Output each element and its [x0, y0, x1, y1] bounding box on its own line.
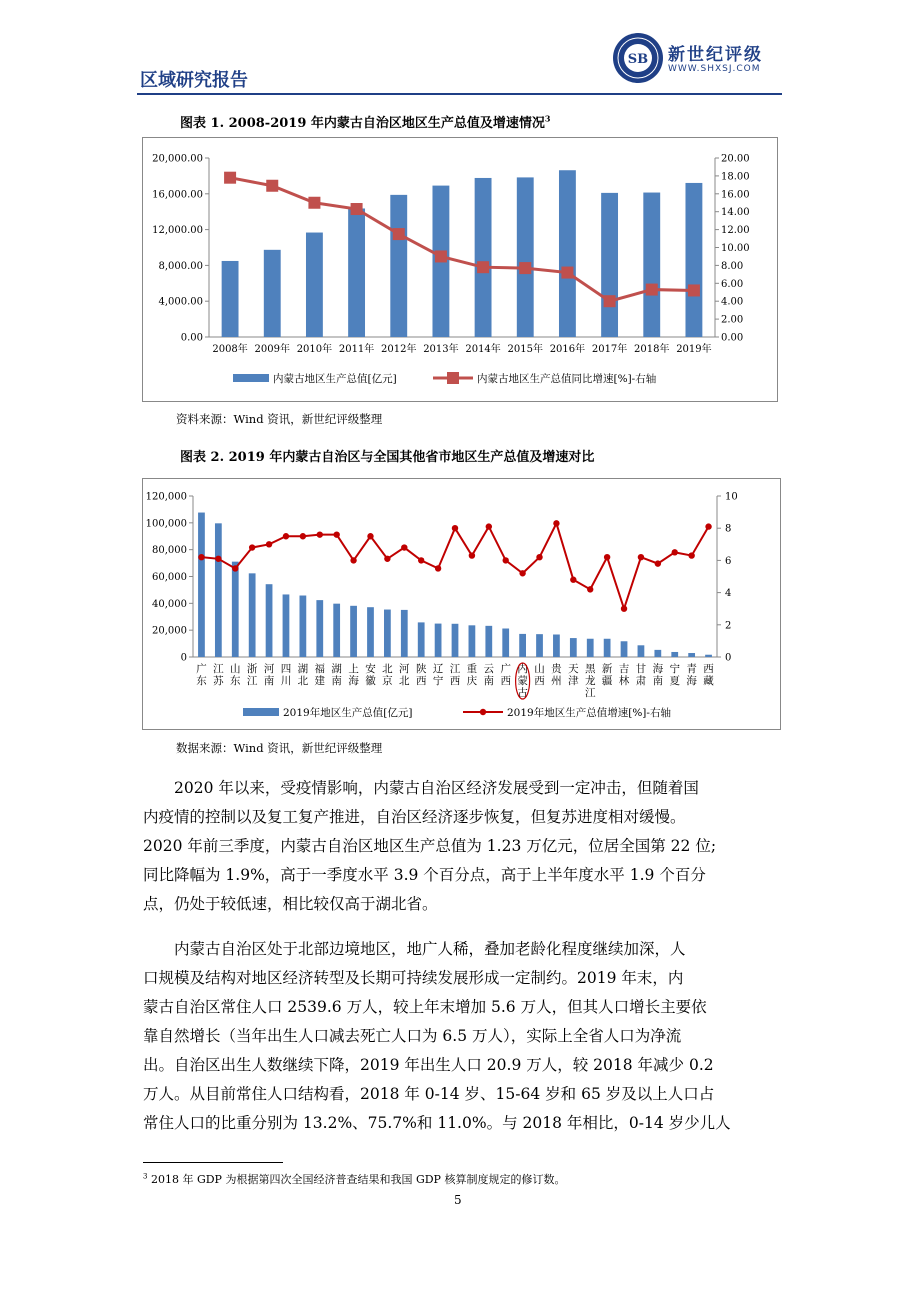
growth-point — [224, 172, 236, 184]
legend-line-label: 2019年地区生产总值增速[%]-右轴 — [507, 707, 671, 719]
growth-point — [672, 549, 678, 555]
paragraph-1-line: 同比降幅为 1.9%，高于一季度水平 3.9 个百分点，高于上半年度水平 1.9 个百分 — [143, 866, 706, 884]
right-tick-label: 20.00 — [721, 153, 750, 165]
province-gdp-bar — [654, 650, 661, 657]
right-tick-label: 4.00 — [721, 296, 744, 308]
province-label: 新疆 — [601, 663, 613, 687]
paragraph-1-line: 2020 年前三季度，内蒙古自治区地区生产总值为 1.23 万亿元，位居全国第 22 位; — [143, 837, 717, 855]
legend-line-marker — [447, 372, 459, 384]
growth-point — [308, 197, 320, 209]
province-label: 江苏 — [213, 663, 224, 687]
province-gdp-bar — [232, 562, 239, 657]
left-tick-label: 4,000.00 — [158, 296, 203, 308]
left-tick-label: 0.00 — [180, 332, 203, 344]
x-tick-label: 2017年 — [591, 344, 628, 355]
figure2-chart-frame — [142, 478, 781, 730]
province-gdp-bar — [283, 594, 290, 657]
growth-point — [435, 565, 441, 571]
footnote-text: 2018 年 GDP 为根据第四次全国经济普查结果和我国 GDP 核算制度规定的修订数。 — [150, 1173, 566, 1186]
growth-point — [300, 533, 306, 539]
figure2-source: 数据来源：Wind 资讯，新世纪评级整理 — [176, 741, 383, 755]
growth-point — [604, 295, 616, 307]
left-tick-label: 80,000 — [152, 545, 187, 557]
growth-point — [587, 586, 593, 592]
growth-point — [638, 554, 644, 560]
legend-bar-swatch — [243, 708, 279, 716]
legend-line-marker — [480, 709, 486, 715]
province-label: 陕西 — [415, 663, 427, 687]
x-tick-label: 2019年 — [676, 344, 712, 355]
province-label: 江西 — [449, 663, 461, 687]
right-tick-label: 8.00 — [721, 260, 744, 272]
province-label: 湖南 — [331, 663, 342, 687]
growth-point — [519, 570, 525, 576]
province-gdp-bar — [333, 604, 340, 657]
growth-point — [469, 552, 475, 558]
province-label: 重庆 — [466, 663, 478, 687]
province-gdp-bar — [367, 607, 374, 657]
growth-point — [553, 520, 559, 526]
growth-point — [705, 523, 711, 529]
province-gdp-bar — [316, 600, 323, 657]
province-gdp-bar — [215, 523, 222, 657]
figure1-source: 资料来源：Wind 资讯，新世纪评级整理 — [176, 412, 383, 426]
left-tick-label: 0 — [180, 652, 187, 664]
right-tick-label: 2.00 — [721, 314, 744, 326]
legend-bar-label: 2019年地区生产总值[亿元] — [283, 707, 413, 719]
province-gdp-bar — [638, 645, 645, 657]
province-gdp-bar — [502, 629, 509, 657]
left-tick-label: 20,000 — [152, 625, 187, 637]
province-label: 山东 — [230, 663, 241, 687]
footnote-marker: 3 — [143, 1172, 148, 1181]
province-label: 安徽 — [365, 663, 376, 687]
province-gdp-bar — [452, 624, 459, 657]
paragraph-1-line: 内疫情的控制以及复工复产推进，自治区经济逐步恢复，但复苏进度相对缓慢。 — [143, 808, 686, 826]
province-label: 广东 — [196, 663, 207, 687]
province-gdp-bar — [553, 635, 560, 657]
growth-point — [435, 250, 447, 262]
growth-point — [519, 262, 531, 274]
gdp-bar — [348, 208, 365, 337]
province-gdp-bar — [536, 634, 543, 657]
province-label: 北京 — [382, 663, 393, 687]
province-label: 浙江 — [246, 663, 258, 687]
province-label: 青海 — [686, 663, 697, 687]
gdp-bar — [559, 170, 576, 337]
province-gdp-bar — [249, 573, 256, 657]
figure2-chart — [143, 479, 780, 729]
x-tick-label: 2015年 — [507, 344, 543, 355]
province-label: 四川 — [280, 663, 292, 687]
right-tick-label: 2 — [725, 620, 732, 632]
growth-point — [198, 554, 204, 560]
province-gdp-bar — [705, 655, 712, 657]
figure1-chart — [143, 138, 777, 401]
right-tick-label: 6.00 — [721, 278, 744, 290]
province-label: 辽宁 — [432, 663, 444, 687]
footnote-divider — [143, 1162, 283, 1163]
growth-point — [333, 531, 339, 537]
brand-name: 新世纪评级 — [668, 45, 763, 65]
province-label: 黑龙江 — [584, 663, 596, 699]
growth-point — [688, 284, 700, 296]
growth-point — [503, 557, 509, 563]
province-label: 内蒙古 — [517, 663, 528, 699]
right-tick-label: 12.00 — [721, 225, 750, 237]
growth-point — [486, 523, 492, 529]
legend-line-label: 内蒙古地区生产总值同比增速[%]-右轴 — [477, 373, 657, 385]
growth-point — [604, 554, 610, 560]
province-gdp-bar — [485, 626, 492, 657]
left-tick-label: 16,000.00 — [152, 189, 203, 201]
growth-point — [452, 525, 458, 531]
province-gdp-bar — [469, 625, 476, 657]
growth-line — [201, 523, 708, 608]
growth-point — [418, 557, 424, 563]
province-gdp-bar — [384, 610, 391, 657]
province-label: 河南 — [263, 663, 275, 687]
growth-point — [477, 261, 489, 273]
paragraph-2-line: 口规模及结构对地区经济转型及长期可持续发展形成一定制约。2019 年末，内 — [143, 969, 684, 987]
right-tick-label: 4 — [725, 588, 732, 600]
province-label: 上海 — [348, 663, 359, 687]
province-gdp-bar — [587, 639, 594, 657]
section-title: 区域研究报告 — [140, 70, 248, 91]
growth-point — [317, 531, 323, 537]
province-label: 广西 — [500, 663, 511, 687]
brand-seal-letters: SB — [627, 52, 649, 67]
growth-point — [266, 541, 272, 547]
growth-point — [215, 556, 221, 562]
right-tick-label: 0.00 — [721, 332, 744, 344]
province-label: 山西 — [534, 663, 545, 687]
paragraph-2-line: 蒙古自治区常住人口 2539.6 万人，较上年末增加 5.6 万人，但其人口增长主要依 — [143, 998, 707, 1016]
growth-point — [249, 544, 255, 550]
growth-point — [401, 544, 407, 550]
province-label: 吉林 — [618, 663, 630, 687]
x-tick-label: 2013年 — [423, 344, 459, 355]
x-tick-label: 2011年 — [338, 344, 375, 355]
province-label: 湖北 — [297, 663, 309, 687]
left-tick-label: 60,000 — [152, 572, 187, 583]
province-gdp-bar — [621, 641, 628, 657]
growth-point — [283, 533, 289, 539]
province-label: 甘肃 — [635, 663, 647, 687]
province-label: 天津 — [568, 663, 579, 687]
gdp-bar — [306, 233, 323, 337]
province-label: 海南 — [652, 663, 664, 687]
left-tick-label: 120,000 — [145, 491, 187, 503]
growth-point — [561, 267, 573, 279]
province-gdp-bar — [435, 624, 442, 657]
paragraph-2 — [143, 935, 783, 1138]
right-tick-label: 16.00 — [721, 189, 750, 201]
province-gdp-bar — [198, 513, 205, 657]
left-tick-label: 40,000 — [152, 598, 187, 610]
left-tick-label: 100,000 — [145, 518, 187, 530]
growth-point — [536, 554, 542, 560]
left-tick-label: 8,000.00 — [158, 260, 203, 272]
brand-url: WWW.SHXSJ.COM — [668, 64, 761, 74]
paragraph-2-line: 万人。从目前常住人口结构看，2018 年 0-14 岁、15-64 岁和 65 岁及以上人口占 — [143, 1085, 715, 1103]
growth-line — [230, 178, 694, 302]
province-gdp-bar — [604, 639, 611, 657]
right-tick-label: 8 — [725, 523, 732, 535]
right-tick-label: 18.00 — [721, 171, 750, 183]
right-tick-label: 6 — [725, 555, 732, 567]
growth-point — [232, 565, 238, 571]
footnote — [143, 1171, 565, 1187]
gdp-bar — [390, 195, 407, 337]
province-label: 福建 — [314, 663, 326, 687]
province-label: 西藏 — [703, 663, 714, 687]
growth-point — [655, 560, 661, 566]
figure1-footnote-marker: 3 — [544, 113, 551, 124]
growth-point — [351, 203, 363, 215]
x-tick-label: 2018年 — [634, 344, 670, 355]
province-label: 贵州 — [551, 663, 562, 687]
paragraph-2-line: 靠自然增长（当年出生人口减去死亡人口为 6.5 万人），实际上全省人口为净流 — [143, 1027, 682, 1045]
paragraph-1-line: 点，仍处于较低速，相比较仅高于湖北省。 — [143, 895, 438, 913]
growth-point — [367, 533, 373, 539]
province-gdp-bar — [688, 653, 695, 657]
province-gdp-bar — [350, 606, 357, 657]
province-gdp-bar — [299, 596, 306, 657]
figure1-chart-frame — [142, 137, 778, 402]
paragraph-2-line: 出。自治区出生人数继续下降，2019 年出生人口 20.9 万人，较 2018 年减少 0.2 — [143, 1056, 714, 1074]
province-label: 河北 — [399, 663, 410, 687]
growth-point — [646, 284, 658, 296]
province-gdp-bar — [671, 652, 678, 657]
x-tick-label: 2014年 — [465, 344, 501, 355]
legend-bar-label: 内蒙古地区生产总值[亿元] — [273, 373, 397, 385]
gdp-bar — [517, 177, 534, 337]
right-tick-label: 10.00 — [721, 243, 750, 254]
paragraph-2-line: 内蒙古自治区处于北部边境地区，地广人稀，叠加老龄化程度继续加深，人 — [174, 940, 686, 958]
right-tick-label: 14.00 — [721, 207, 750, 219]
growth-point — [621, 606, 627, 612]
x-tick-label: 2010年 — [296, 344, 333, 355]
province-gdp-bar — [570, 638, 577, 657]
x-tick-label: 2016年 — [549, 344, 586, 355]
gdp-bar — [601, 193, 618, 337]
right-tick-label: 10 — [725, 491, 738, 503]
province-label: 云南 — [483, 663, 495, 687]
gdp-bar — [475, 178, 492, 337]
province-gdp-bar — [418, 622, 425, 657]
growth-point — [266, 180, 278, 192]
growth-point — [384, 556, 390, 562]
province-label: 宁夏 — [669, 663, 680, 687]
growth-point — [393, 228, 405, 240]
brand-logo — [612, 32, 787, 90]
province-gdp-bar — [401, 610, 408, 657]
gdp-bar — [643, 193, 660, 337]
x-tick-label: 2008年 — [212, 344, 248, 355]
growth-point — [688, 552, 694, 558]
province-gdp-bar — [519, 634, 526, 657]
figure2-caption: 图表 2. 2019 年内蒙古自治区与全国其他省市地区生产总值及增速对比 — [180, 450, 595, 465]
paragraph-1 — [143, 774, 783, 919]
x-tick-label: 2012年 — [381, 344, 417, 355]
figure1-caption-text: 图表 1. 2008-2019 年内蒙古自治区地区生产总值及增速情况 — [180, 116, 545, 131]
brand-seal-icon — [612, 32, 664, 84]
paragraph-2-line: 常住人口的比重分别为 13.2%、75.7%和 11.0%。与 2018 年相比，0-14 岁少儿人 — [143, 1114, 731, 1132]
legend-bar-swatch — [233, 374, 269, 382]
growth-point — [350, 557, 356, 563]
gdp-bar — [264, 250, 281, 337]
growth-point — [570, 577, 576, 583]
figure1-caption — [180, 112, 551, 131]
header-divider — [137, 93, 782, 95]
left-tick-label: 20,000.00 — [152, 153, 203, 165]
right-tick-label: 0 — [725, 652, 732, 664]
gdp-bar — [685, 183, 702, 337]
x-tick-label: 2009年 — [254, 344, 290, 355]
left-tick-label: 12,000.00 — [152, 225, 203, 237]
page-number: 5 — [454, 1193, 462, 1207]
paragraph-1-line: 2020 年以来，受疫情影响，内蒙古自治区经济发展受到一定冲击，但随着国 — [174, 779, 699, 797]
gdp-bar — [222, 261, 239, 337]
province-gdp-bar — [266, 584, 273, 657]
